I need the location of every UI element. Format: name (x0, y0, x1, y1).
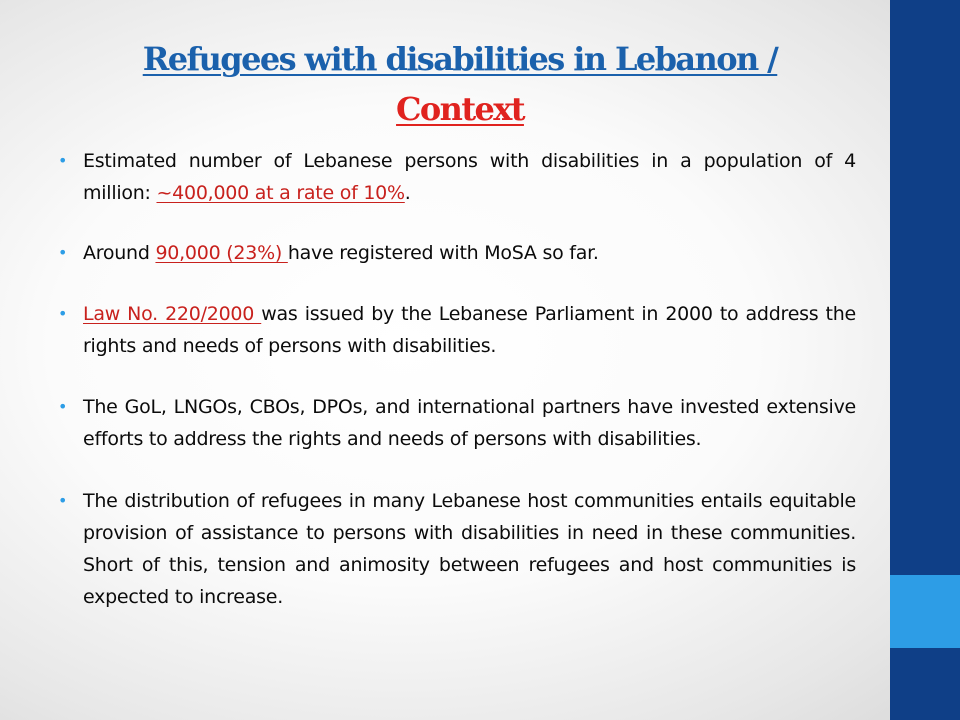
title-line-2: Context (396, 90, 524, 128)
bullet-text: Around (83, 242, 156, 264)
title-line-1: Refugees with disabilities in Lebanon / (142, 40, 778, 78)
highlight-text: 90,000 (23%) (155, 242, 288, 264)
slide-title (60, 34, 860, 134)
highlight-text: ~400,000 at a rate of 10% (156, 182, 405, 204)
bullet-item (58, 485, 856, 613)
bullet-text: . (404, 182, 411, 204)
sidebar-accent-block (890, 575, 960, 648)
bullet-item (58, 237, 856, 269)
highlight-text: Law No. 220/2000 (83, 303, 262, 325)
bullet-list (58, 145, 856, 613)
bullet-text: The GoL, LNGOs, CBOs, DPOs, and international partners have invested extensive efforts to address the rights and needs of persons with disabilities. (83, 396, 856, 450)
bullet-item (58, 145, 856, 209)
bullet-text: have registered with MoSA so far. (287, 242, 599, 264)
bullet-item (58, 391, 856, 455)
bullet-text: was issued by the Lebanese Parliament in 2000 to address the rights and needs of persons with disabilities. (83, 303, 856, 357)
bullet-text: The distribution of refugees in many Lebanese host communities entails equitable provision of assistance to persons with disabilities in need in these communities. Short of this, tension and animosity between refugees and host communities is expected to increase. (83, 490, 856, 608)
bullet-item (58, 298, 856, 362)
bullet-text: Estimated number of Lebanese persons with disabilities in a population of 4 million: (83, 150, 856, 204)
